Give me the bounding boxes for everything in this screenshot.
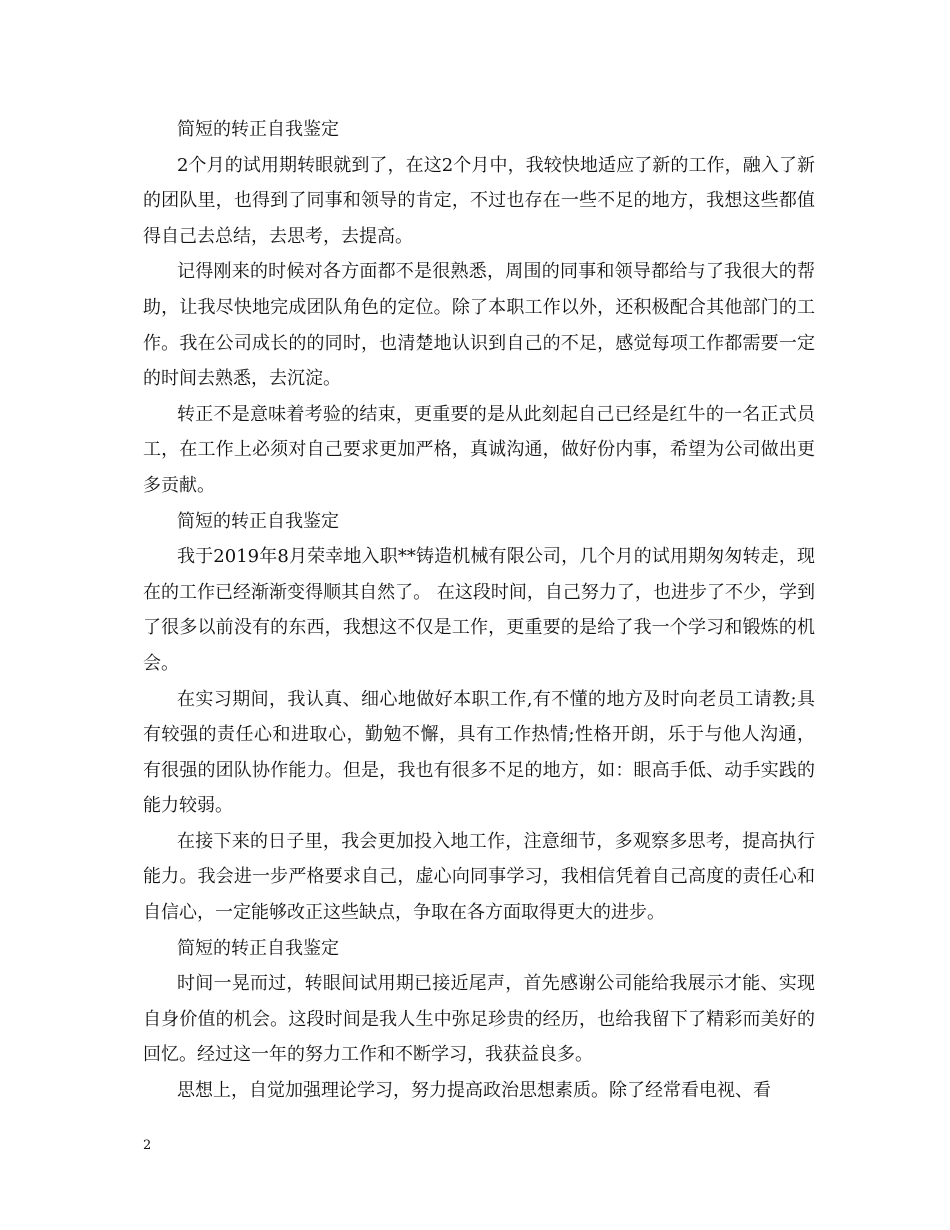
section-heading: 简短的转正自我鉴定 <box>177 510 339 532</box>
paragraph: 转正不是意味着考验的结束，更重要的是从此刻起自己已经是红牛的一名正式员工，在工作上必须对自己要求更加严格，真诚沟通，做好份内事，希望为公司做出更多贡献。 <box>143 403 815 496</box>
section-heading: 简短的转正自我鉴定 <box>177 937 339 959</box>
page-number: 2 <box>143 1138 152 1153</box>
paragraph: 时间一晃而过，转眼间试用期已接近尾声，首先感谢公司能给我展示才能、实现自身价值的机会。这段时间是我人生中弥足珍贵的经历，也给我留下了精彩而美好的回忆。经过这一年的努力工作和不断学习，我获益良多。 <box>143 973 815 1066</box>
paragraph: 记得刚来的时候对各方面都不是很熟悉，周围的同事和领导都给与了我很大的帮助，让我尽快地完成团队角色的定位。除了本职工作以外，还积极配合其他部门的工作。我在公司成长的的同时，也清楚地认识到自己的不足，感觉每项工作都需要一定的时间去熟悉，去沉淀。 <box>143 261 815 390</box>
paragraph: 在接下来的日子里，我会更加投入地工作，注意细节，多观察多思考，提高执行能力。我会进一步严格要求自己，虚心向同事学习，我相信凭着自己高度的责任心和自信心，一定能够改正这些缺点，争取在各方面取得更大的进步。 <box>143 830 815 924</box>
paragraph: 2个月的试用期转眼就到了，在这2个月中，我较快地适应了新的工作，融入了新的团队里，也得到了同事和领导的肯定，不过也存在一些不足的地方，我想这些都值得自己去总结，去思考，去提高。 <box>143 154 815 247</box>
paragraph: 在实习期间，我认真、细心地做好本职工作,有不懂的地方及时向老员工请教;具有较强的责任心和进取心，勤勉不懈，具有工作热情;性格开朗，乐于与他人沟通，有很强的团队协作能力。但是，我也有很多不足的地方，如：眼高手低、动手实践的能力较弱。 <box>143 688 815 817</box>
paragraph: 思想上，自觉加强理论学习，努力提高政治思想素质。除了经常看电视、看 <box>177 1080 771 1102</box>
paragraph: 我于2019年8月荣幸地入职**铸造机械有限公司，几个月的试用期匆匆转走，现在的工作已经渐渐变得顺其自然了。 在这段时间，自己努力了，也进步了不少，学到了很多以前没有的东西，我想这不仅是工作，更重要的是给了我一个学习和锻炼的机会。 <box>143 546 815 674</box>
document-body <box>143 112 815 1109</box>
section-heading: 简短的转正自我鉴定 <box>177 119 339 140</box>
